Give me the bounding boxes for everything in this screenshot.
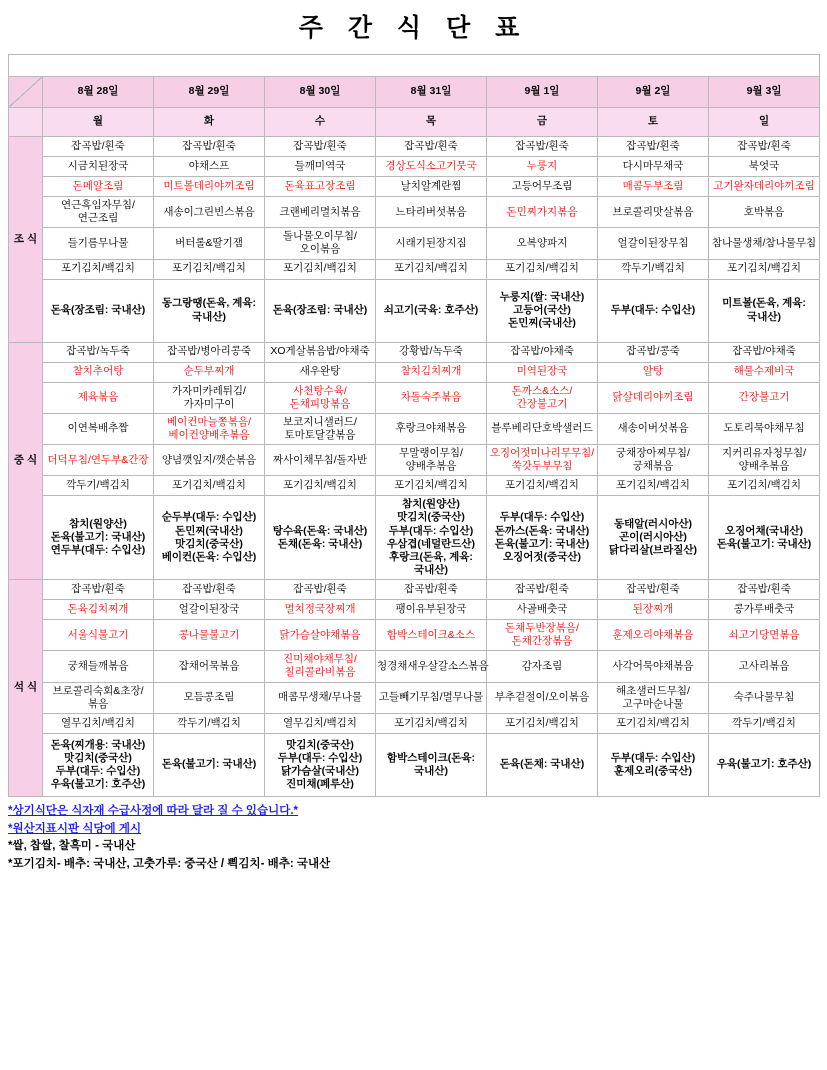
menu-item: 시래기된장지짐 [376, 228, 487, 259]
menu-item: 베이컨마늘쫑볶음/베이컨양배추볶음 [154, 413, 265, 444]
menu-item: 잡곡밥/야채죽 [709, 342, 820, 362]
menu-item: 얼갈이된장국 [154, 600, 265, 620]
meal-label: 중 식 [9, 342, 43, 580]
origin-info: 우육(불고기: 호주산) [709, 733, 820, 796]
date-header: 9월 1일 [487, 77, 598, 108]
menu-item: 잡곡밥/흰죽 [709, 580, 820, 600]
menu-item: 포기김치/백김치 [154, 476, 265, 496]
origin-info: 동태알(러시아산) 곤이(러시아산) 닭다리살(브라질산) [598, 496, 709, 580]
menu-item: 포기김치/백김치 [709, 259, 820, 279]
menu-item: 시금치된장국 [43, 157, 154, 177]
menu-item: 더덕무침/연두부&간장 [43, 445, 154, 476]
menu-item: 포기김치/백김치 [154, 259, 265, 279]
menu-item: 얼갈이된장무침 [598, 228, 709, 259]
day-header: 금 [487, 108, 598, 137]
menu-item: 지커리유자청무침/양배추볶음 [709, 445, 820, 476]
menu-item: 들기름무나물 [43, 228, 154, 259]
menu-item: 차돌숙주볶음 [376, 382, 487, 413]
menu-item: 알탕 [598, 362, 709, 382]
menu-item: 잡곡밥/흰죽 [154, 137, 265, 157]
origin-info: 두부(대두: 수입산) 돈까스(돈육: 국내산) 돈육(불고기: 국내산) 오징어젓(중국산) [487, 496, 598, 580]
menu-item: 강황밥/녹두죽 [376, 342, 487, 362]
menu-item: 고사리볶음 [709, 651, 820, 682]
menu-item: 날치알계란찜 [376, 177, 487, 197]
menu-item: 잡채어묵볶음 [154, 651, 265, 682]
menu-item: 돈채두반장볶음/돈채간장볶음 [487, 620, 598, 651]
menu-item: 청경채새우살갈소스볶음 [376, 651, 487, 682]
menu-item: 잡곡밥/흰죽 [43, 580, 154, 600]
menu-item: 후랑크야채볶음 [376, 413, 487, 444]
menu-item: 참치추어탕 [43, 362, 154, 382]
menu-item: 깍두기/백김치 [598, 259, 709, 279]
meal-label: 석 식 [9, 580, 43, 797]
menu-item: 양념깻잎지/깻순볶음 [154, 445, 265, 476]
origin-info: 누룽지(쌀: 국내산) 고등어(국산) 돈민찌(국내산) [487, 279, 598, 342]
origin-info: 돈육(장조림: 국내산) [43, 279, 154, 342]
menu-item: 브로콜리맛살볶음 [598, 197, 709, 228]
menu-item: 오징어젓미나리무무침/쑥갓두부무침 [487, 445, 598, 476]
menu-item: 미트볼데리야끼조림 [154, 177, 265, 197]
menu-item: 제육볶음 [43, 382, 154, 413]
origin-info: 동그랑땡(돈육, 계육: 국내산) [154, 279, 265, 342]
menu-item: 보코지니샐러드/토마토달걀볶음 [265, 413, 376, 444]
day-header: 목 [376, 108, 487, 137]
spacer-cell [9, 55, 820, 77]
menu-item: 깍두기/백김치 [709, 713, 820, 733]
day-header: 수 [265, 108, 376, 137]
menu-item: 새우완탕 [265, 362, 376, 382]
menu-item: 포기김치/백김치 [376, 713, 487, 733]
menu-item: 서울식불고기 [43, 620, 154, 651]
menu-item: 잡곡밥/흰죽 [487, 580, 598, 600]
date-header: 9월 3일 [709, 77, 820, 108]
menu-item: 잡곡밥/흰죽 [265, 137, 376, 157]
date-header: 8월 29일 [154, 77, 265, 108]
date-header: 8월 28일 [43, 77, 154, 108]
origin-info: 돈육(장조림: 국내산) [265, 279, 376, 342]
menu-item: 포기김치/백김치 [265, 476, 376, 496]
menu-item: 브로콜리숙회&초장/볶음 [43, 682, 154, 713]
menu-item: XO게살볶음밥/야채죽 [265, 342, 376, 362]
menu-item: 잡곡밥/녹두죽 [43, 342, 154, 362]
menu-item: 잡곡밥/흰죽 [376, 580, 487, 600]
menu-item: 잡곡밥/흰죽 [154, 580, 265, 600]
menu-item: 무말랭이무침/양배추볶음 [376, 445, 487, 476]
origin-info: 함박스테이크(돈육: 국내산) [376, 733, 487, 796]
menu-item: 모듬콩조림 [154, 682, 265, 713]
footer-notes [8, 803, 819, 874]
menu-item: 이연복배추짬 [43, 413, 154, 444]
menu-item: 돈메알조림 [43, 177, 154, 197]
menu-item: 북엇국 [709, 157, 820, 177]
menu-item: 경상도식소고기뭇국 [376, 157, 487, 177]
menu-item: 잡곡밥/흰죽 [265, 580, 376, 600]
menu-item: 궁채들깨볶음 [43, 651, 154, 682]
day-header-spacer [9, 108, 43, 137]
menu-item: 돈육김치찌개 [43, 600, 154, 620]
menu-item: 깍두기/백김치 [43, 476, 154, 496]
origin-info: 두부(대두: 수입산) [598, 279, 709, 342]
menu-item: 팽이유부된장국 [376, 600, 487, 620]
menu-item: 참나물생채/참나물무침 [709, 228, 820, 259]
menu-item: 고등어무조림 [487, 177, 598, 197]
menu-item: 닭살데리야끼조림 [598, 382, 709, 413]
menu-item: 돈까스&소스/간장불고기 [487, 382, 598, 413]
menu-item: 숙주나물무침 [709, 682, 820, 713]
menu-item: 호박볶음 [709, 197, 820, 228]
menu-item: 포기김치/백김치 [376, 259, 487, 279]
menu-item: 다시마무채국 [598, 157, 709, 177]
menu-item: 포기김치/백김치 [598, 476, 709, 496]
menu-item: 포기김치/백김치 [598, 713, 709, 733]
origin-info: 오징어채(국내산) 돈육(불고기: 국내산) [709, 496, 820, 580]
menu-item: 짜사이채무침/돌자반 [265, 445, 376, 476]
footer-note: *원산지표시판 식당에 게시 [8, 822, 142, 835]
menu-item: 감자조림 [487, 651, 598, 682]
day-header: 토 [598, 108, 709, 137]
menu-item: 함박스테이크&소스 [376, 620, 487, 651]
menu-item: 잡곡밥/병아리콩죽 [154, 342, 265, 362]
menu-item: 미역된장국 [487, 362, 598, 382]
menu-item: 새송이버섯볶음 [598, 413, 709, 444]
page-title: 주 간 식 단 표 [298, 14, 529, 42]
menu-item: 새송이그린빈스볶음 [154, 197, 265, 228]
menu-item: 잡곡밥/흰죽 [487, 137, 598, 157]
menu-item: 잡곡밥/흰죽 [376, 137, 487, 157]
origin-info: 돈육(돈채: 국내산) [487, 733, 598, 796]
menu-item: 잡곡밥/야채죽 [487, 342, 598, 362]
footer-note: *상기식단은 식자재 수급사정에 따라 달라 질 수 있습니다.* [8, 804, 299, 817]
menu-item: 포기김치/백김치 [265, 259, 376, 279]
menu-item: 포기김치/백김치 [709, 476, 820, 496]
origin-info: 쇠고기(국육: 호주산) [376, 279, 487, 342]
menu-item: 된장찌개 [598, 600, 709, 620]
menu-item: 고들빼기무침/멸무나물 [376, 682, 487, 713]
meal-label: 조 식 [9, 137, 43, 343]
menu-item: 포기김치/백김치 [487, 259, 598, 279]
menu-item: 느타리버섯볶음 [376, 197, 487, 228]
menu-item: 궁채장아찌무침/궁채볶음 [598, 445, 709, 476]
menu-item: 해물수제비국 [709, 362, 820, 382]
menu-item: 버터롤&딸기잼 [154, 228, 265, 259]
menu-item: 깍두기/백김치 [154, 713, 265, 733]
menu-item: 해초샐러드무침/고구마순나물 [598, 682, 709, 713]
menu-item: 멸치정국장찌개 [265, 600, 376, 620]
origin-info: 두부(대두: 수입산) 훈제오리(중국산) [598, 733, 709, 796]
corner-diagonal [9, 77, 42, 107]
table-corner [9, 77, 43, 108]
footer-note: *포기김치- 배추: 국내산, 고춧가루: 중국산 / 쁵김치- 배추: 국내산 [8, 858, 331, 871]
menu-item: 포기김치/백김치 [487, 476, 598, 496]
origin-info: 돈육(불고기: 국내산) [154, 733, 265, 796]
menu-item: 도토리묵야채무침 [709, 413, 820, 444]
date-header: 8월 30일 [265, 77, 376, 108]
menu-item: 부추겉절이/오이볶음 [487, 682, 598, 713]
menu-item: 콩가루배춧국 [709, 600, 820, 620]
menu-item: 매콤두부조림 [598, 177, 709, 197]
menu-item: 잡곡밥/콩죽 [598, 342, 709, 362]
date-header: 9월 2일 [598, 77, 709, 108]
weekly-menu-table [8, 54, 820, 797]
menu-item: 크랜베리멸치볶음 [265, 197, 376, 228]
menu-item: 매콤무생채/무나물 [265, 682, 376, 713]
menu-item: 참치김치찌개 [376, 362, 487, 382]
menu-item: 포기김치/백김치 [376, 476, 487, 496]
origin-info: 미트볼(돈육, 계육: 국내산) [709, 279, 820, 342]
day-header: 화 [154, 108, 265, 137]
menu-item: 진미채야채무침/칠리콜라비볶음 [265, 651, 376, 682]
menu-item: 포기김치/백김치 [43, 259, 154, 279]
menu-item: 오복양파지 [487, 228, 598, 259]
menu-item: 가자미카레튀김/가자미구이 [154, 382, 265, 413]
menu-item: 연근흑임자무침/연근조림 [43, 197, 154, 228]
menu-item: 고기완자데리야끼조림 [709, 177, 820, 197]
menu-item: 사각어묵야채볶음 [598, 651, 709, 682]
menu-item: 잡곡밥/흰죽 [598, 580, 709, 600]
menu-item: 쇠고기당면볶음 [709, 620, 820, 651]
origin-info: 돈육(찌개용: 국내산) 맛김치(중국산) 두부(대두: 수입산) 우육(불고기: 호주산) [43, 733, 154, 796]
origin-info: 참치(원양산) 돈육(불고기: 국내산) 연두부(대두: 수입산) [43, 496, 154, 580]
menu-item: 사골배춧국 [487, 600, 598, 620]
menu-item: 간장불고기 [709, 382, 820, 413]
origin-info: 맛김치(중국산) 두부(대두: 수입산) 닭가슴살(국내산) 진미채(페루산) [265, 733, 376, 796]
origin-info: 참치(원양산) 맛김치(중국산) 두부(대두: 수입산) 우삼겹(네덜란드산) 후랑크(돈육, 계육: 국내산) [376, 496, 487, 580]
menu-item: 잡곡밥/흰죽 [43, 137, 154, 157]
menu-item: 블루베리단호박샐러드 [487, 413, 598, 444]
menu-item: 잡곡밥/흰죽 [709, 137, 820, 157]
menu-item: 사천탕수육/돈채피망볶음 [265, 382, 376, 413]
menu-item: 콩나물불고기 [154, 620, 265, 651]
menu-item: 누룽지 [487, 157, 598, 177]
menu-item: 열무김치/백김치 [43, 713, 154, 733]
origin-info: 탕수육(돈육: 국내산) 돈채(돈육: 국내산) [265, 496, 376, 580]
date-header: 8월 31일 [376, 77, 487, 108]
menu-item: 순두부찌개 [154, 362, 265, 382]
menu-item: 열무김치/백김치 [265, 713, 376, 733]
day-header: 월 [43, 108, 154, 137]
menu-item: 잡곡밥/흰죽 [598, 137, 709, 157]
origin-info: 순두부(대두: 수입산) 돈민찌(국내산) 맛김치(중국산) 베이컨(돈육: 수입산) [154, 496, 265, 580]
menu-item: 돌나물오이무침/오이볶음 [265, 228, 376, 259]
menu-item: 훈제오리야채볶음 [598, 620, 709, 651]
menu-item: 닭가슴살야채볶음 [265, 620, 376, 651]
menu-item: 야채스프 [154, 157, 265, 177]
menu-item: 들깨미역국 [265, 157, 376, 177]
menu-item: 돈민찌가지볶음 [487, 197, 598, 228]
footer-note: *쌀, 찹쌀, 찰흑미 - 국내산 [8, 840, 136, 853]
day-header: 일 [709, 108, 820, 137]
menu-item: 포기김치/백김치 [487, 713, 598, 733]
menu-item: 돈육표고장조림 [265, 177, 376, 197]
